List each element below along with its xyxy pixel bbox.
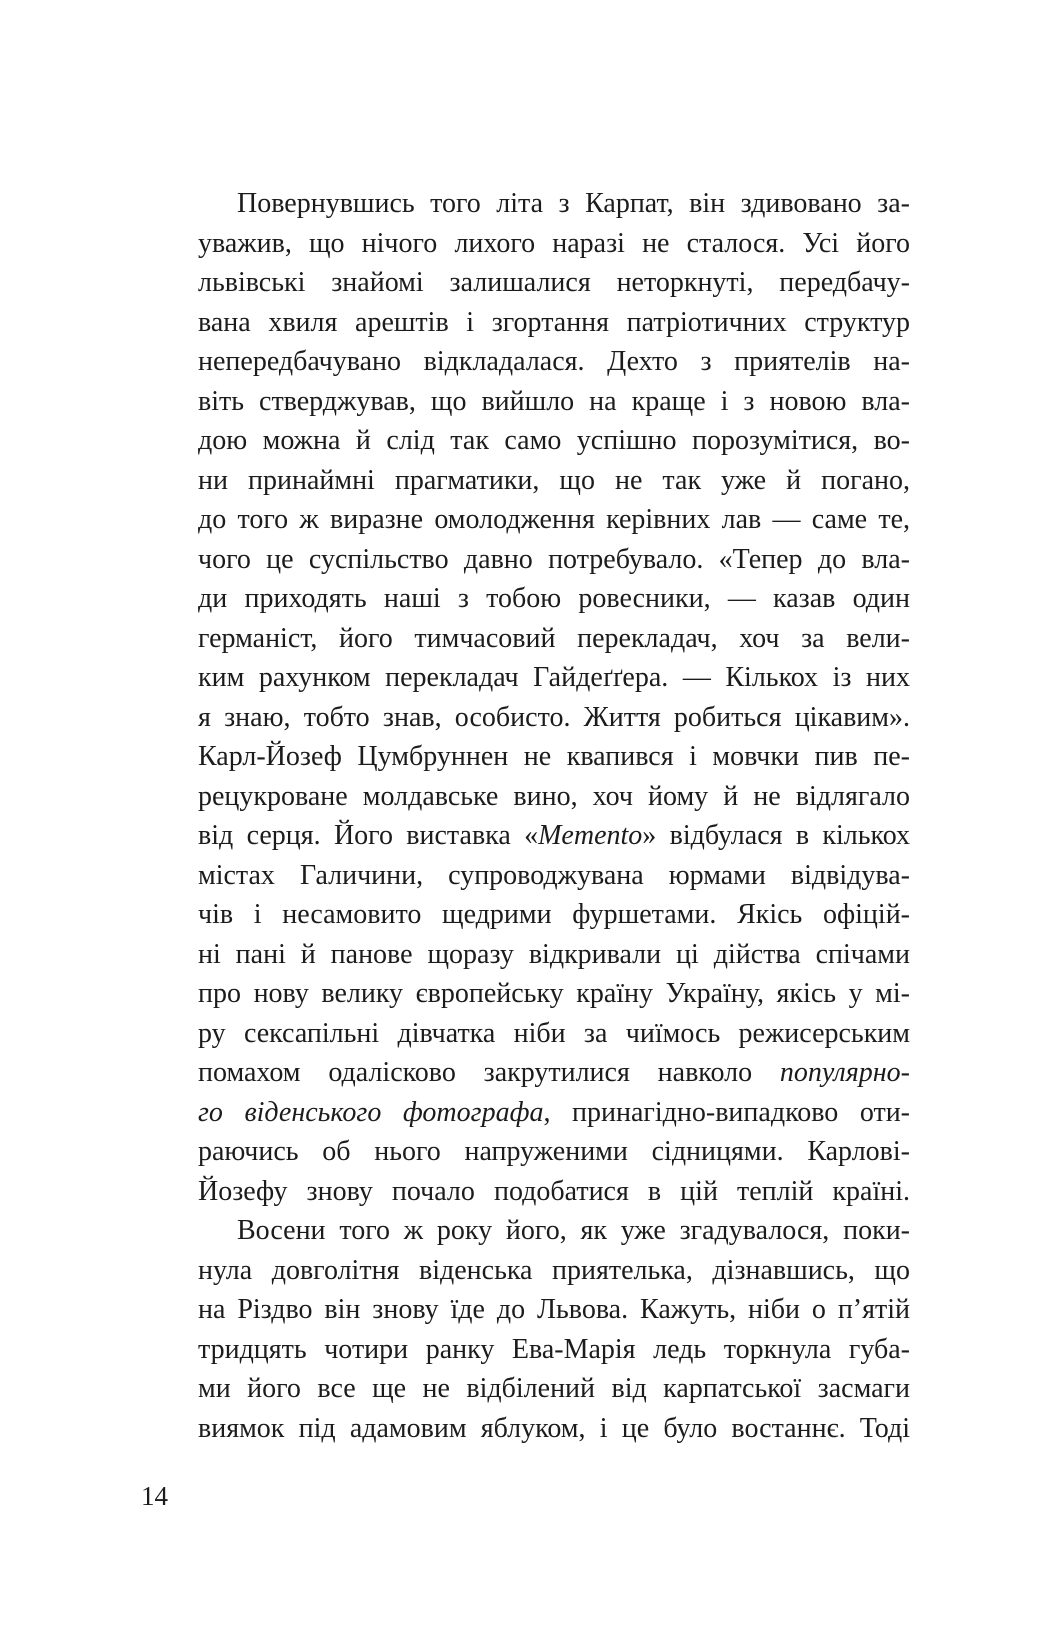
text-segment: ми його все ще не відбілений від карпатської засмаги <box>198 1373 910 1404</box>
text-line <box>198 382 910 422</box>
text-segment: Йозефу знову почало подобатися в цій теплій країні. <box>198 1175 910 1207</box>
text-segment: » відбулася в кількох <box>642 820 910 851</box>
text-line <box>198 1211 910 1251</box>
text-line <box>198 461 910 501</box>
text-line <box>198 1290 910 1330</box>
text-segment: до того ж виразне омолодження керівних лав — саме те, <box>198 504 910 535</box>
text-segment: львівські знайомі залишалися неторкнуті, передбачу- <box>198 267 910 298</box>
text-segment: чого це суспільство давно потребувало. «Тепер до вла- <box>198 543 910 575</box>
text-segment: на Різдво він знову їде до Львова. Кажуть, ніби о п’ятій <box>198 1294 910 1325</box>
text-segment: непередбачувано відкладалася. Дехто з приятелів на- <box>198 346 910 377</box>
text-segment: ким рахунком перекладач Гайдеґґера. — Кількох із них <box>198 662 910 693</box>
text-segment: тридцять чотири ранку Ева-Марія ледь торкнула губа- <box>198 1333 910 1365</box>
text-line <box>198 1369 910 1409</box>
text-line <box>198 737 910 777</box>
text-segment: Повернувшись того літа з Карпат, він здивовано за- <box>237 188 910 219</box>
text-line <box>198 856 910 896</box>
italic-text-segment: Memento <box>538 820 643 851</box>
text-line <box>198 935 910 975</box>
text-line <box>198 1330 910 1370</box>
text-line <box>198 1172 910 1212</box>
italic-text-segment: го віденського фотографа <box>198 1096 544 1128</box>
text-segment: я знаю, тобто знав, особисто. Життя робиться цікавим». <box>198 701 910 733</box>
text-line <box>198 224 910 264</box>
text-line <box>198 1409 910 1449</box>
text-segment: чів і несамовито щедрими фуршетами. Якісь офіцій- <box>198 899 910 930</box>
text-segment: від серця. Його виставка « <box>198 820 539 851</box>
text-line <box>198 579 910 619</box>
text-line <box>198 540 910 580</box>
text-segment: нула довголітня віденська приятелька, дізнавшись, що <box>198 1254 910 1286</box>
italic-text-segment: популярно- <box>779 1057 910 1088</box>
text-line <box>198 184 910 224</box>
text-segment: дою можна й слід так само успішно порозумітися, во- <box>198 425 910 456</box>
text-segment: ру сексапільні дівчатка ніби за чиїмось режисерським <box>198 1017 910 1049</box>
text-line <box>198 1093 910 1133</box>
text-line <box>198 816 910 856</box>
text-segment: вана хвиля арештів і згортання патріотичних структур <box>198 306 910 338</box>
text-line <box>198 1053 910 1093</box>
text-segment: ні пані й панове щоразу відкривали ці дійства спічами <box>198 938 910 970</box>
text-segment: помахом одалісково закрутилися навколо <box>198 1057 780 1088</box>
text-segment: германіст, його тимчасовий перекладач, хоч за вели- <box>198 622 910 654</box>
text-line <box>198 1251 910 1291</box>
text-segment: виямок під адамовим яблуком, і це було востаннє. Тоді <box>198 1412 910 1444</box>
text-segment: ни принаймні прагматики, що не так уже й погано, <box>198 464 910 496</box>
text-line <box>198 658 910 698</box>
text-line <box>198 263 910 303</box>
page-text <box>198 184 910 1448</box>
text-line <box>198 1014 910 1054</box>
text-line <box>198 1132 910 1172</box>
text-line <box>198 698 910 738</box>
page-number: 14 <box>141 1481 168 1511</box>
text-segment: віть стверджував, що вийшло на краще і з новою вла- <box>198 385 910 417</box>
text-segment: містах Галичини, супроводжувана юрмами відвідува- <box>198 859 910 891</box>
text-line <box>198 342 910 382</box>
text-segment: , принагідно-випадково оти- <box>543 1096 911 1128</box>
text-segment: рецукроване молдавське вино, хоч йому й не відлягало <box>198 780 910 812</box>
text-segment: уважив, що нічого лихого наразі не сталося. Усі його <box>198 227 910 259</box>
text-line <box>198 303 910 343</box>
text-line <box>198 974 910 1014</box>
text-line <box>198 500 910 540</box>
text-line <box>198 619 910 659</box>
text-segment: про нову велику європейську країну Україну, якісь у мі- <box>198 978 910 1009</box>
text-line <box>198 777 910 817</box>
text-segment: Карл-Йозеф Цумбруннен не квапився і мовчки пив пе- <box>198 741 910 772</box>
text-segment: ди приходять наші з тобою ровесники, — казав один <box>198 583 910 614</box>
text-line <box>198 421 910 461</box>
text-segment: Восени того ж року його, як уже згадувалося, поки- <box>237 1215 910 1246</box>
text-line <box>198 895 910 935</box>
text-segment: раючись об нього напруженими сідницями. Карлові- <box>198 1136 910 1167</box>
